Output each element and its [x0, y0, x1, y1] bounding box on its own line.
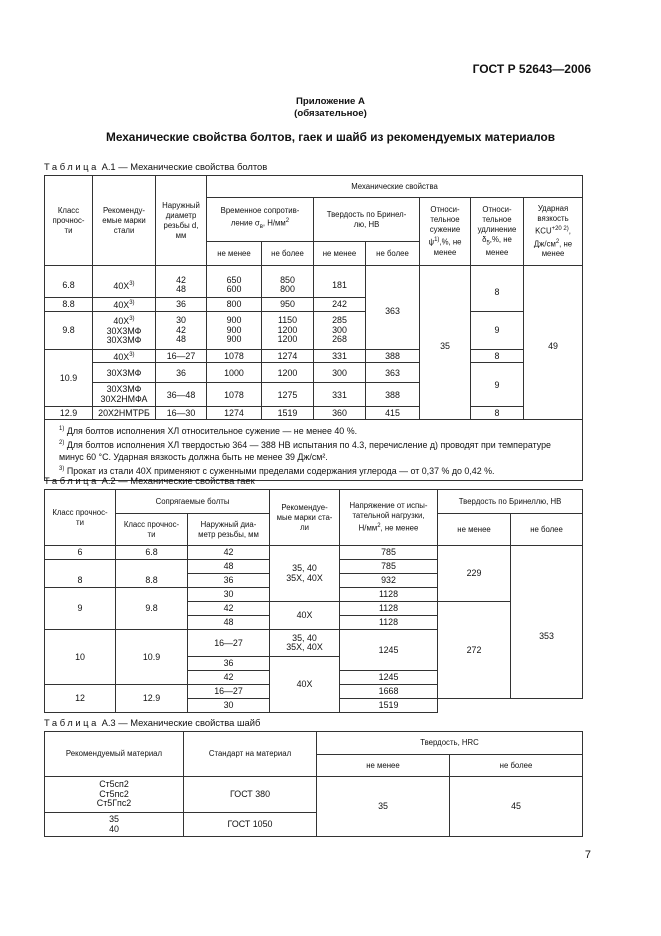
t2-hb229: 229	[438, 546, 511, 602]
table3-caption	[44, 717, 260, 728]
t1-grade-10-9b: 30Х3МФ	[93, 363, 156, 383]
table1-caption	[44, 161, 267, 172]
t2-s8: 1245	[340, 671, 438, 685]
t1-tmin-8-8: 800	[207, 298, 262, 312]
table-row	[45, 777, 583, 813]
t1-tmax-10-9c: 1275	[262, 383, 314, 407]
t1-hbmin-10-9a: 331	[314, 350, 366, 363]
t2-g1: 35, 40 35Х, 40Х	[270, 546, 340, 602]
t1-head-impact: Ударная вязкость $KCU^{+20 2)}$, $Дж/см^2$, не менее	[524, 198, 583, 266]
t2-s3: 932	[340, 574, 438, 588]
t2-hb353: 353	[511, 574, 583, 699]
t1-elong-8a: 8	[471, 274, 524, 312]
t1-d-12-9: 16—30	[156, 407, 207, 420]
table-row	[45, 407, 583, 420]
table1-caption-word: Таблица	[44, 161, 99, 172]
t3-head-material: Рекомендуемый материал	[45, 732, 184, 777]
t2-d42c: 42	[188, 671, 270, 685]
t1-tmin-10-9a: 1078	[207, 350, 262, 363]
t2-b98: 9.8	[116, 588, 188, 630]
t1-class-12-9: 12.9	[45, 407, 93, 420]
table3-caption-word: Таблица	[44, 717, 99, 728]
table-row	[45, 312, 583, 350]
t1-tmin-9-8: 900 900 900	[207, 312, 262, 350]
t1-class-6-8: 6.8	[45, 274, 93, 298]
t1-hbmax-12-9: 415	[366, 407, 420, 420]
t1-class-9-8: 9.8	[45, 312, 93, 350]
t1-tmax-9-8: 1150 1200 1200	[262, 312, 314, 350]
t3-head-hardness: Твердость, HRC	[317, 732, 583, 755]
t1-head-brinell-max: не более	[366, 242, 420, 266]
t2-c10: 10	[45, 630, 116, 685]
t1-class-8-8: 8.8	[45, 298, 93, 312]
t1-elong-8b: 8	[471, 350, 524, 363]
t2-d30b: 30	[188, 699, 270, 713]
t1-tmin-10-9c: 1078	[207, 383, 262, 407]
t1-note-1: $^{1)}$ Для болтов исполнения ХЛ относительное сужение — не менее 40 %.	[59, 426, 358, 437]
t1-head-reduction: Относи- тельное сужение $\psi^{1)},\%$, не менее	[420, 198, 471, 266]
t2-d42a: 42	[188, 546, 270, 560]
t2-s2: 785	[340, 560, 438, 574]
t1-head-grades: Рекоменду- емые марки стали	[93, 176, 156, 266]
t1-impact-49: 49	[524, 274, 583, 420]
t1-hbmin-12-9: 360	[314, 407, 366, 420]
t3-head-max: не более	[450, 755, 583, 777]
t1-class-10-9: 10.9	[45, 350, 93, 407]
table-row	[45, 350, 583, 363]
t1-hbmax-363: 363	[366, 274, 420, 350]
t1-hb-6-8: 181	[314, 274, 366, 298]
t1-grade-8-8: $40Х^{3)}$	[93, 298, 156, 312]
t1-head-tensile-max: не более	[262, 242, 314, 266]
t1-tmin-10-9b: 1000	[207, 363, 262, 383]
page-number: 7	[584, 849, 591, 861]
bolts-mechanical-properties-table	[44, 175, 583, 481]
t2-c9: 9	[45, 588, 116, 630]
t1-d-6-8: 42 48	[156, 274, 207, 298]
t3-hardness-min: 35	[317, 777, 450, 837]
t2-s7: 1245	[340, 630, 438, 671]
t2-d48a: 48	[188, 560, 270, 574]
t1-elong-9b: 9	[471, 363, 524, 407]
t2-b129: 12.9	[116, 685, 188, 713]
t1-hb-8-8: 242	[314, 298, 366, 312]
table1-caption-text: А.1 — Механические свойства болтов	[101, 161, 268, 172]
t2-d30: 30	[188, 588, 270, 602]
t1-d-10-9c: 36—48	[156, 383, 207, 407]
t1-d-9-8: 30 42 48	[156, 312, 207, 350]
t3-head-min: не менее	[317, 755, 450, 777]
t1-hbmax-10-9a: 388	[366, 350, 420, 363]
t2-g3: 35, 40 35Х, 40Х	[270, 630, 340, 657]
t1-grade-12-9: 20Х2НМТРБ	[93, 407, 156, 420]
t1-tmax-8-8: 950	[262, 298, 314, 312]
table-row	[45, 546, 583, 560]
table3-caption-text: А.3 — Механические свойства шайб	[101, 717, 261, 728]
t1-note-3: $^{3)}$ Прокат из стали 40Х применяют с суженными пределами содержания углерода — от 0,37 % до 0,42 %.	[59, 466, 495, 477]
t2-c12: 12	[45, 685, 116, 713]
t2-s5: 1128	[340, 602, 438, 616]
page-title: Механические свойства болтов, гаек и шайб из рекомендуемых материалов	[106, 130, 555, 144]
t1-head-brinell-min: не менее	[314, 242, 366, 266]
t3-head-standard: Стандарт на материал	[184, 732, 317, 777]
t2-head-grades: Рекомендуе- мые марки ста- ли	[270, 490, 340, 546]
table-row	[45, 274, 583, 298]
t1-reduction-35: 35	[420, 274, 471, 420]
t2-d42b: 42	[188, 602, 270, 616]
t2-head-brinell: Твердость по Бринеллю, НВ	[438, 490, 583, 514]
t1-hb-9-8: 285 300 268	[314, 312, 366, 350]
t2-b109: 10.9	[116, 630, 188, 685]
t3-standard-1: ГОСТ 380	[184, 777, 317, 813]
appendix-subtitle: (обязательное)	[294, 108, 367, 119]
t3-material-1: Ст5сп2 Ст5пс2 Ст5Гпс2	[45, 777, 184, 813]
t2-head-mating-bolts: Сопрягаемые болты	[116, 490, 270, 514]
t1-tmax-10-9b: 1200	[262, 363, 314, 383]
t1-head-tensile-min: не менее	[207, 242, 262, 266]
t3-material-2: 35 40	[45, 813, 184, 837]
washers-mechanical-properties-table	[44, 731, 583, 837]
t1-notes	[45, 420, 583, 481]
t2-b68: 6.8	[116, 546, 188, 560]
table2-caption-word: Таблица	[44, 475, 99, 486]
t2-s4: 1128	[340, 588, 438, 602]
t2-head-nut-class: Класс прочнос- ти	[45, 490, 116, 546]
t1-head-class: Класс прочнос- ти	[45, 176, 93, 266]
t1-grade-10-9a: $40Х^{3)}$	[93, 350, 156, 363]
t2-s1: 785	[340, 546, 438, 560]
t1-note-2: $^{2)}$ Для болтов исполнения ХЛ твердостью 364 — 388 НВ испытания по 4.3, перечисление д) проводят при температуре минус 60 °С. Ударная вязкость должна быть не менее 39 Дж/см².	[59, 440, 551, 463]
t1-head-mechanical: Механические свойства	[207, 176, 583, 198]
t1-head-brinell: Твердость по Бринел- лю, НВ	[314, 198, 420, 242]
t1-d-10-9b: 36	[156, 363, 207, 383]
t1-grade-10-9c: 30Х3МФ 30Х2НМФА	[93, 383, 156, 407]
t1-d-10-9a: 16—27	[156, 350, 207, 363]
t2-d36b: 36	[188, 657, 270, 671]
t2-s10: 1519	[340, 699, 438, 713]
t1-head-diameter: Наружный диаметр резьбы d, мм	[156, 176, 207, 266]
t2-g4: 40Х	[270, 657, 340, 713]
t1-tmax-12-9: 1519	[262, 407, 314, 420]
t3-hardness-max: 45	[450, 777, 583, 837]
t2-head-bolt-diameter: Наружный диа- метр резьбы, мм	[188, 514, 270, 546]
t2-s9: 1668	[340, 685, 438, 699]
t1-d-8-8: 36	[156, 298, 207, 312]
t2-b88: 8.8	[116, 574, 188, 588]
t1-hbmax-10-9c: 388	[366, 383, 420, 407]
appendix-heading	[0, 96, 661, 120]
t1-elong-12-9: 8	[471, 407, 524, 420]
t2-c6: 6	[45, 546, 116, 560]
t2-head-stress: Напряжение от испы- тательной нагрузки, $Н/мм^2$, не менее	[340, 490, 438, 546]
appendix-title: Приложение А	[296, 96, 365, 107]
t1-head-tensile: Временное сопротив- ление $\sigma_в$, $Н/мм^2$	[207, 198, 314, 242]
t1-hbmin-10-9b: 300	[314, 363, 366, 383]
t1-hbmin-10-9c: 331	[314, 383, 366, 407]
t1-tmax-6-8: 850 800	[262, 274, 314, 298]
t1-grade-6-8: $40Х^{3)}$	[93, 274, 156, 298]
document-standard-header: ГОСТ Р 52643—2006	[472, 62, 591, 76]
table2-caption	[44, 475, 255, 486]
t2-hb272: 272	[438, 602, 511, 699]
table2-caption-text: А.2 — Механические свойства гаек	[101, 475, 255, 486]
t2-head-bolt-class: Класс прочнос- ти	[116, 514, 188, 546]
t2-d48b: 48	[188, 616, 270, 630]
t2-g2: 40Х	[270, 602, 340, 630]
nuts-mechanical-properties-table	[44, 489, 583, 713]
t2-d1627b: 16—27	[188, 685, 270, 699]
t1-hbmax-10-9b: 363	[366, 363, 420, 383]
t2-d36a: 36	[188, 574, 270, 588]
t2-head-brinell-max: не более	[511, 514, 583, 546]
t3-standard-2: ГОСТ 1050	[184, 813, 317, 837]
table-row	[45, 363, 583, 383]
t1-tmax-10-9a: 1274	[262, 350, 314, 363]
t2-head-brinell-min: не менее	[438, 514, 511, 546]
t1-elong-9a: 9	[471, 312, 524, 350]
t1-tmin-6-8: 650 600	[207, 274, 262, 298]
t1-tmin-12-9: 1274	[207, 407, 262, 420]
t1-grade-9-8: $40Х^{3)}$ 30Х3МФ 30Х3МФ	[93, 312, 156, 350]
t2-d1627a: 16—27	[188, 630, 270, 657]
t2-s6: 1128	[340, 616, 438, 630]
t1-head-elongation: Относи- тельное удлинение $\delta_5,\%$, не менее	[471, 198, 524, 266]
t2-c8: 8	[45, 574, 116, 588]
